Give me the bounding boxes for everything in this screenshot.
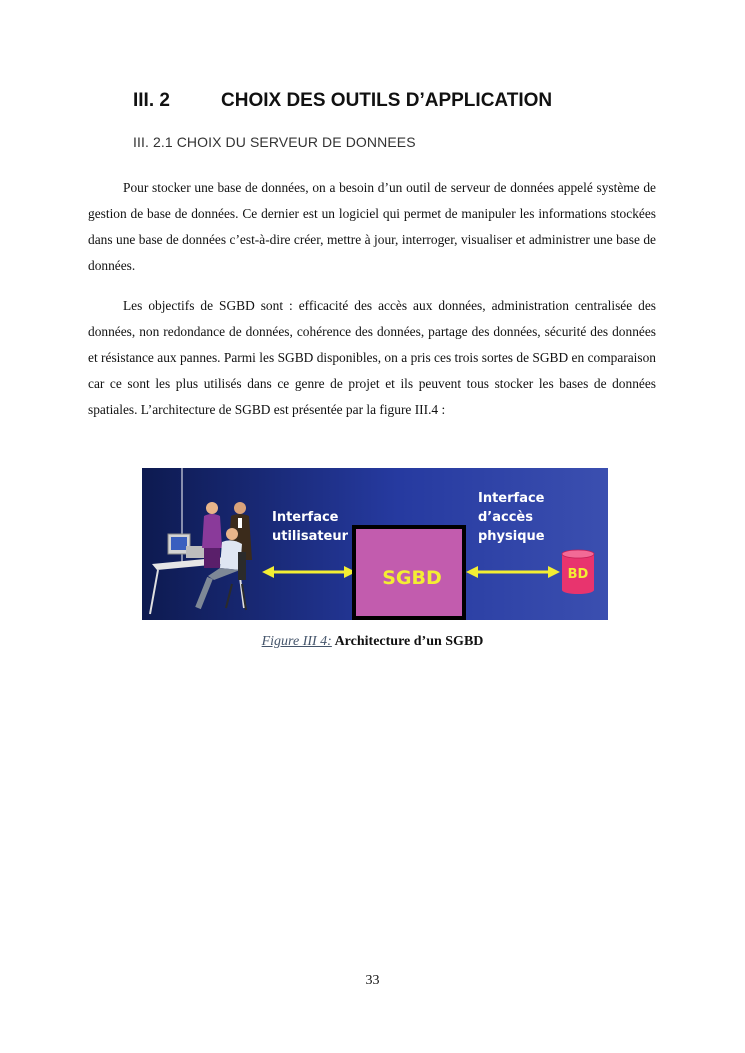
figure-caption (0, 634, 745, 650)
figure-caption-text: Architecture d’un SGBD (331, 634, 484, 649)
page-number: 33 (365, 973, 380, 988)
section-number: III. 2 (133, 90, 170, 111)
sgbd-architecture-figure (142, 468, 608, 620)
figure-caption-label: Figure III 4: (261, 634, 332, 649)
database-label: BD (567, 567, 589, 582)
section-title: CHOIX DES OUTILS D’APPLICATION (221, 90, 553, 111)
interface-physical-label-line2: d’accès (478, 510, 533, 525)
section-heading (133, 90, 552, 112)
paragraph-2-text: Les objectifs de SGBD sont : efficacité des accès aux données, administration centralisée des données, non redondance de données, cohérence des données, partage des données, sécurité des données et résistance aux pannes. Parmi les SGBD disponibles, on a pris ces trois sortes de SGBD en comparaison car ce sont les plus utilisés dans ce genre de projet et ils peuvent tous stocker les bases de données spatiales. L’architecture de SGBD est présentée par la figure III.4 : (88, 298, 656, 417)
paragraph-1-text: Pour stocker une base de données, on a besoin d’un outil de serveur de données appelé système de gestion de base de données. Ce dernier est un logiciel qui permet de manipuler les informations stockées dans une base de données c’est-à-dire créer, mettre à jour, interroger, visualiser et administrer une base de données. (88, 180, 656, 273)
sgbd-box-label: SGBD (382, 567, 442, 589)
paragraph-2 (88, 293, 656, 423)
interface-user-label-line1: Interface (272, 510, 339, 525)
interface-user-label-line2: utilisateur (272, 529, 349, 544)
paragraph-1 (88, 175, 656, 279)
subsection-heading: III. 2.1 CHOIX DU SERVEUR DE DONNEES (133, 134, 416, 150)
interface-physical-label-line1: Interface (478, 491, 545, 506)
interface-physical-label-line3: physique (478, 529, 545, 544)
